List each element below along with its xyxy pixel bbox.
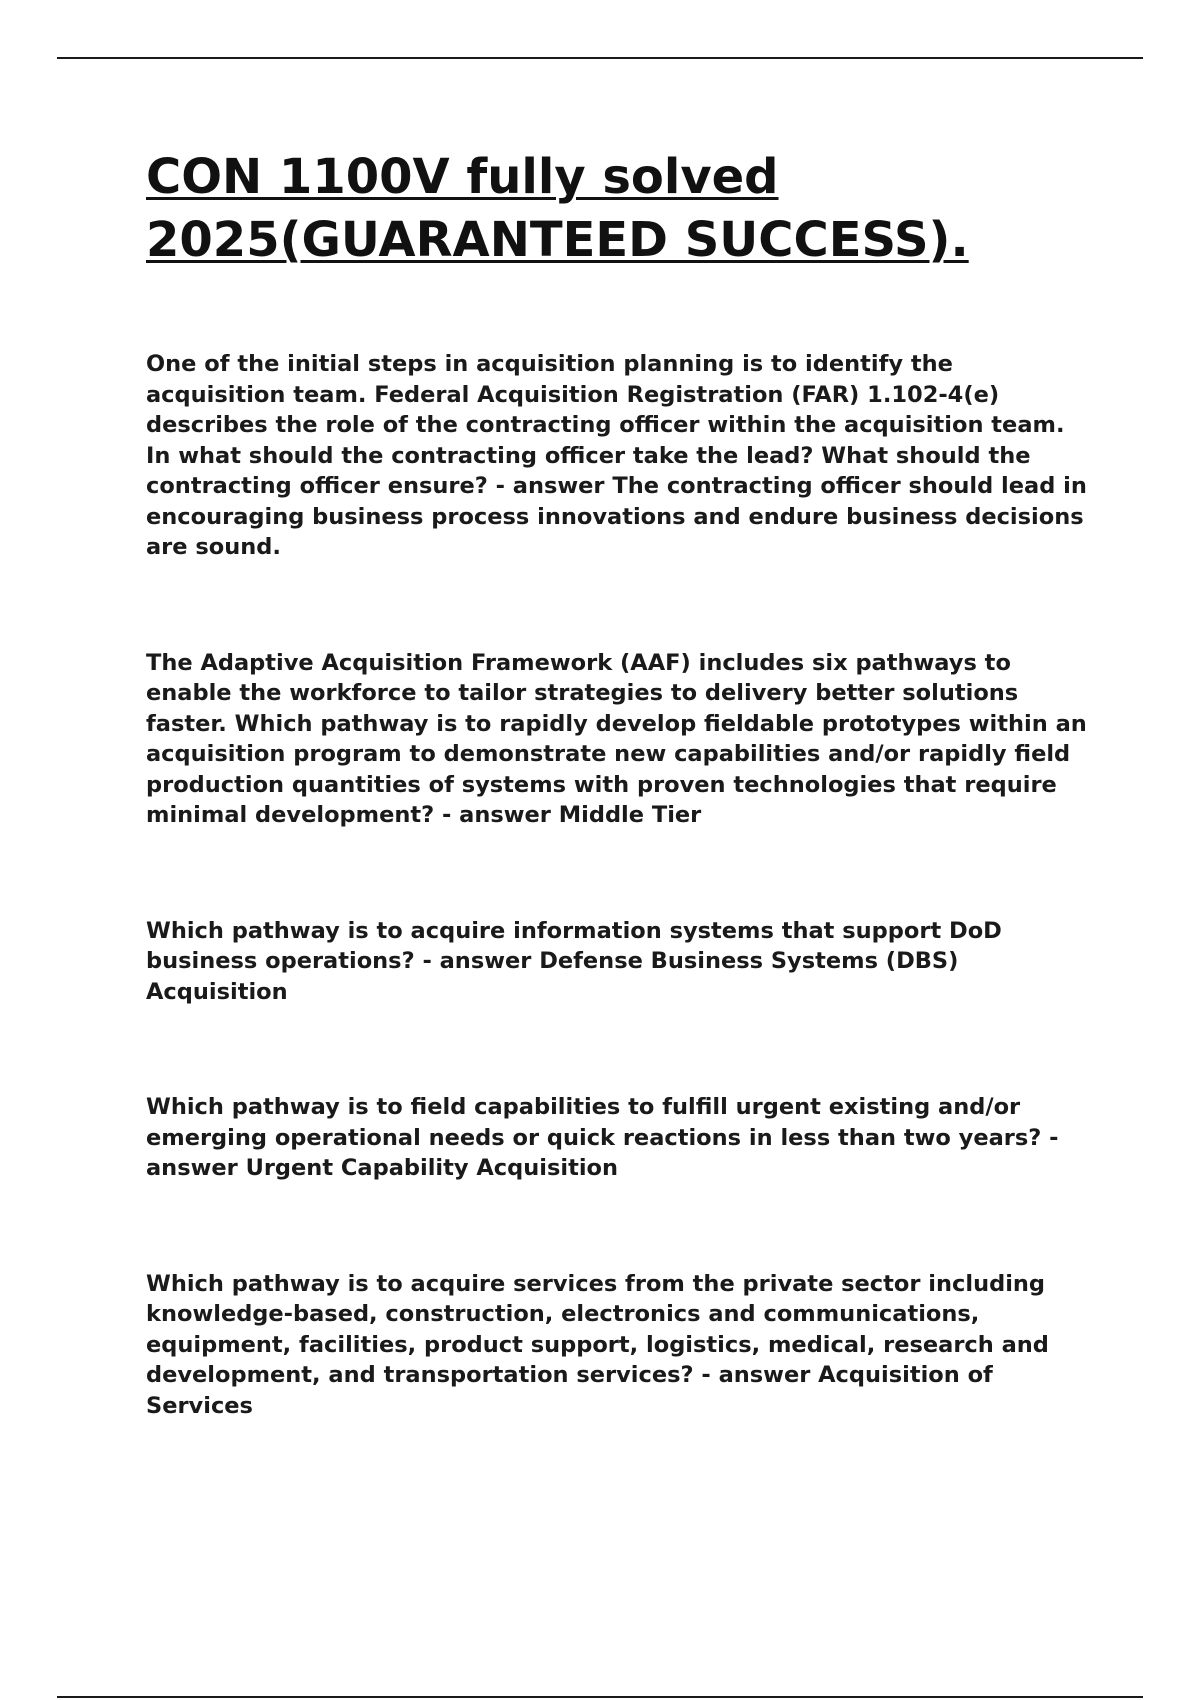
qa-item-2: The Adaptive Acquisition Framework (AAF) includes six pathways to enable the workforce to tailor strategies to delivery better solutions faster. Which pathway is to rapidly develop fieldable prototypes within an acquisition program to demonstrate new capabilities and/or rapidly field production quantities of systems with proven technologies that require minimal development? - answer Middle Tier [146, 649, 1087, 828]
bottom-rule [57, 1696, 1143, 1698]
document-body [146, 146, 1091, 1421]
qa-item-1: One of the initial steps in acquisition planning is to identify the acquisition team. Federal Acquisition Registration (FAR) 1.102-4(e) describes the role of the contracting officer within the acquisition team. In what should the contracting officer take the lead? What should the contracting officer ensure? - answer The contracting officer should lead in encouraging business process innovations and endure business decisions are sound. [146, 351, 1087, 560]
top-rule [57, 57, 1143, 59]
qa-item-4: Which pathway is to field capabilities to fulfill urgent existing and/or emerging operational needs or quick reactions in less than two years? - answer Urgent Capability Acquisition [146, 1094, 1059, 1181]
qa-item-3: Which pathway is to acquire information systems that support DoD business operations? - answer Defense Business Systems (DBS) Acquisition [146, 917, 1002, 1005]
qa-item-5: Which pathway is to acquire services from the private sector including knowledge-based, construction, electronics and communications, equipment, facilities, product support, logistics, medical, research and development, and transportation services? - answer Acquisition of Services [146, 1270, 1049, 1419]
document-title: CON 1100V fully solved 2025(GUARANTEED SUCCESS). [146, 149, 969, 268]
